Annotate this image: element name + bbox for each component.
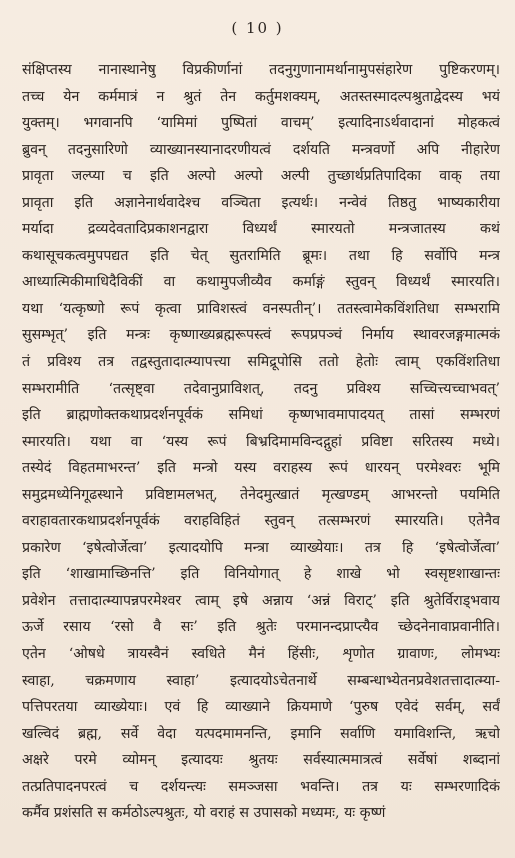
text-line: ब्रुवन् तदनुसारिणो व्याख्यानस्यानादरणीयत्वं दर्शयति मन्त्रवर्णो अपि नीहारेण bbox=[22, 141, 500, 158]
text-line: संक्षिप्तस्य नानास्थानेषु विप्रकीर्णानां तदनुगुणानामर्थानामुपसंहारेण पुष्टिकरणम्। bbox=[22, 62, 500, 78]
text-line: सम्भरामीति ‘तत्सृष्ट्वा तदेवानुप्राविशत्, तदनु प्रविश्य सच्चित्त्यच्चाभवत्’ bbox=[22, 380, 500, 397]
text-line: प्रावृता इति अज्ञानेनार्थवादेश्च वञ्चिता इत्यर्थः। नन्वेवं तिष्ठतु भाष्यकारीया bbox=[22, 194, 500, 211]
text-line: कर्मैव प्रशंसति स कर्मठोऽल्पश्रुतः, यो वराहं स उपासको मध्यमः, यः कृष्णं bbox=[22, 805, 386, 822]
text-line: युक्तम्। भगवानपि ‘यामिमां पुष्पितां वाचम्’ इत्यादिनाऽर्थवादानां मोहकत्वं bbox=[22, 115, 500, 132]
text-line: खल्विदं ब्रह्म, सर्वे वेदा यत्पदमामनन्ति, इमानि सर्वाणि यमाविशन्ति, ऋचो bbox=[22, 725, 500, 742]
text-line: सुसम्भृत्’ इति मन्त्रः कृष्णाख्यब्रह्मरूपस्त्वं रूपप्रपञ्चं निर्माय स्थावरजङ्गमात्मकं bbox=[22, 327, 500, 344]
text-line: ऊर्जे रसाय ‘रसो वै सः’ इति श्रुतेः परमानन्दप्राप्त्यैव च्छेदनेनावाप्नवानीति। bbox=[22, 619, 500, 636]
text-line: मर्यादा द्रव्यदेवतादिप्रकाशनद्वारा विध्यर्थं स्मारयतो मन्त्रजातस्य कथं bbox=[22, 221, 500, 238]
text-line: पत्तिपरतया व्याख्येयाः। एवं हि व्याख्याने क्रियमाणे ‘पुरुष एवेदं सर्वम्, सर्वं bbox=[22, 699, 500, 716]
text-line: तच्च येन कर्ममात्रं न श्रुतं तेन कर्तुमशक्यम्, अतस्तस्मादल्पश्रुताद्वेदस्य भयं bbox=[22, 88, 500, 105]
text-line: स्मारयति। यथा वा ‘यस्य रूपं बिभ्रदिमामविन्दद्गुहां प्रविष्टा सरितस्य मध्ये। bbox=[22, 433, 500, 450]
text-line: तस्येदं विहतमाभरन्त’ इति मन्त्रो यस्य वराहस्य रूपं धारयन् परमेश्वरः भूमि bbox=[22, 460, 500, 477]
text-line: एतेन ‘ओषधे त्रायस्वैनं स्वधिते मैनं हिंसीः, शृणोत ग्रावाणः, लोमभ्यः bbox=[22, 646, 500, 663]
sanskrit-text-block bbox=[22, 57, 500, 827]
text-line: इति ब्राह्मणोक्तकथाप्रदर्शनपूर्वकं समिधां कृष्णभावमापादयत् तासां सम्भरणं bbox=[22, 407, 500, 424]
page-number: ( 10 ) bbox=[231, 19, 284, 37]
text-line: प्रकारेण ‘इषेत्वोर्जेत्वा’ इत्यादयोपि मन्त्रा व्याख्येयाः। तत्र हि ‘इषेत्वोर्जेत्वा’ bbox=[22, 539, 500, 556]
text-line: प्रावृता जल्प्या च इति अल्पो अल्पो अल्पी तुच्छार्थप्रतिपादिका वाक् तया bbox=[22, 168, 500, 185]
text-line: स्वाहा, चक्रमणाय स्वाहा’ इत्यादयोऽचेतनार्थे सम्बन्धाभ्येतनप्रवेशतत्तादात्म्या- bbox=[22, 672, 500, 689]
text-line: तत्प्रतिपादनपरत्वं च दर्शयन्त्यः समञ्जसा भवन्ति। तत्र यः सम्भरणादिकं bbox=[22, 778, 500, 795]
text-line: यथा ‘यत्कृष्णो रूपं कृत्वा प्राविशस्त्वं वनस्पतीन्’। ततस्त्वामेकविंशतिधा सम्भरामि bbox=[22, 300, 500, 317]
text-line: इति ‘शाखामाच्छिनत्ति’ इति विनियोगात् हे शाखे भो स्वसृष्टशाखान्तः bbox=[22, 566, 500, 583]
text-line: आध्यात्मिकीमाधिदैविकीं वा कथामुपजीव्यैव कर्माङ्गं स्तुवन् विध्यर्थं स्मारयति। bbox=[22, 274, 500, 291]
text-line: समुद्रमध्येनिगूढस्थाने प्रविष्टामलभत्, तेनेदमुत्खातं मृत्खण्डम् आभरन्तो पयमिति bbox=[22, 486, 500, 503]
text-line: तं प्रविश्य तत्र तद्वस्तुतादात्म्यापत्त्या समिद्रूपोसि ततो हेतोः त्वाम् एकविंशतिधा bbox=[22, 354, 500, 371]
text-line: अक्षरे परमे व्योमन् इत्यादयः श्रुतयः सर्वस्यात्ममात्रत्वं सर्वेषां शब्दानां bbox=[22, 752, 500, 769]
text-line: वराहावतारकथाप्रदर्शनपूर्वकं वराहविहितं स्तुवन् तत्सम्भरणं स्मारयति। एतेनैव bbox=[22, 513, 500, 530]
text-line: कथासूचकत्वमुपपद्यत इति चेत् सुतरामिति ब्रूमः। तथा हि सर्वोपि मन्त्र bbox=[22, 247, 500, 264]
text-line: प्रवेशेन तत्तादात्म्यापन्नपरमेश्वर त्वाम् इषे अन्नाय ‘अन्नं विराट्’ इति श्रुतेर्विराड्भवाय bbox=[22, 592, 500, 609]
